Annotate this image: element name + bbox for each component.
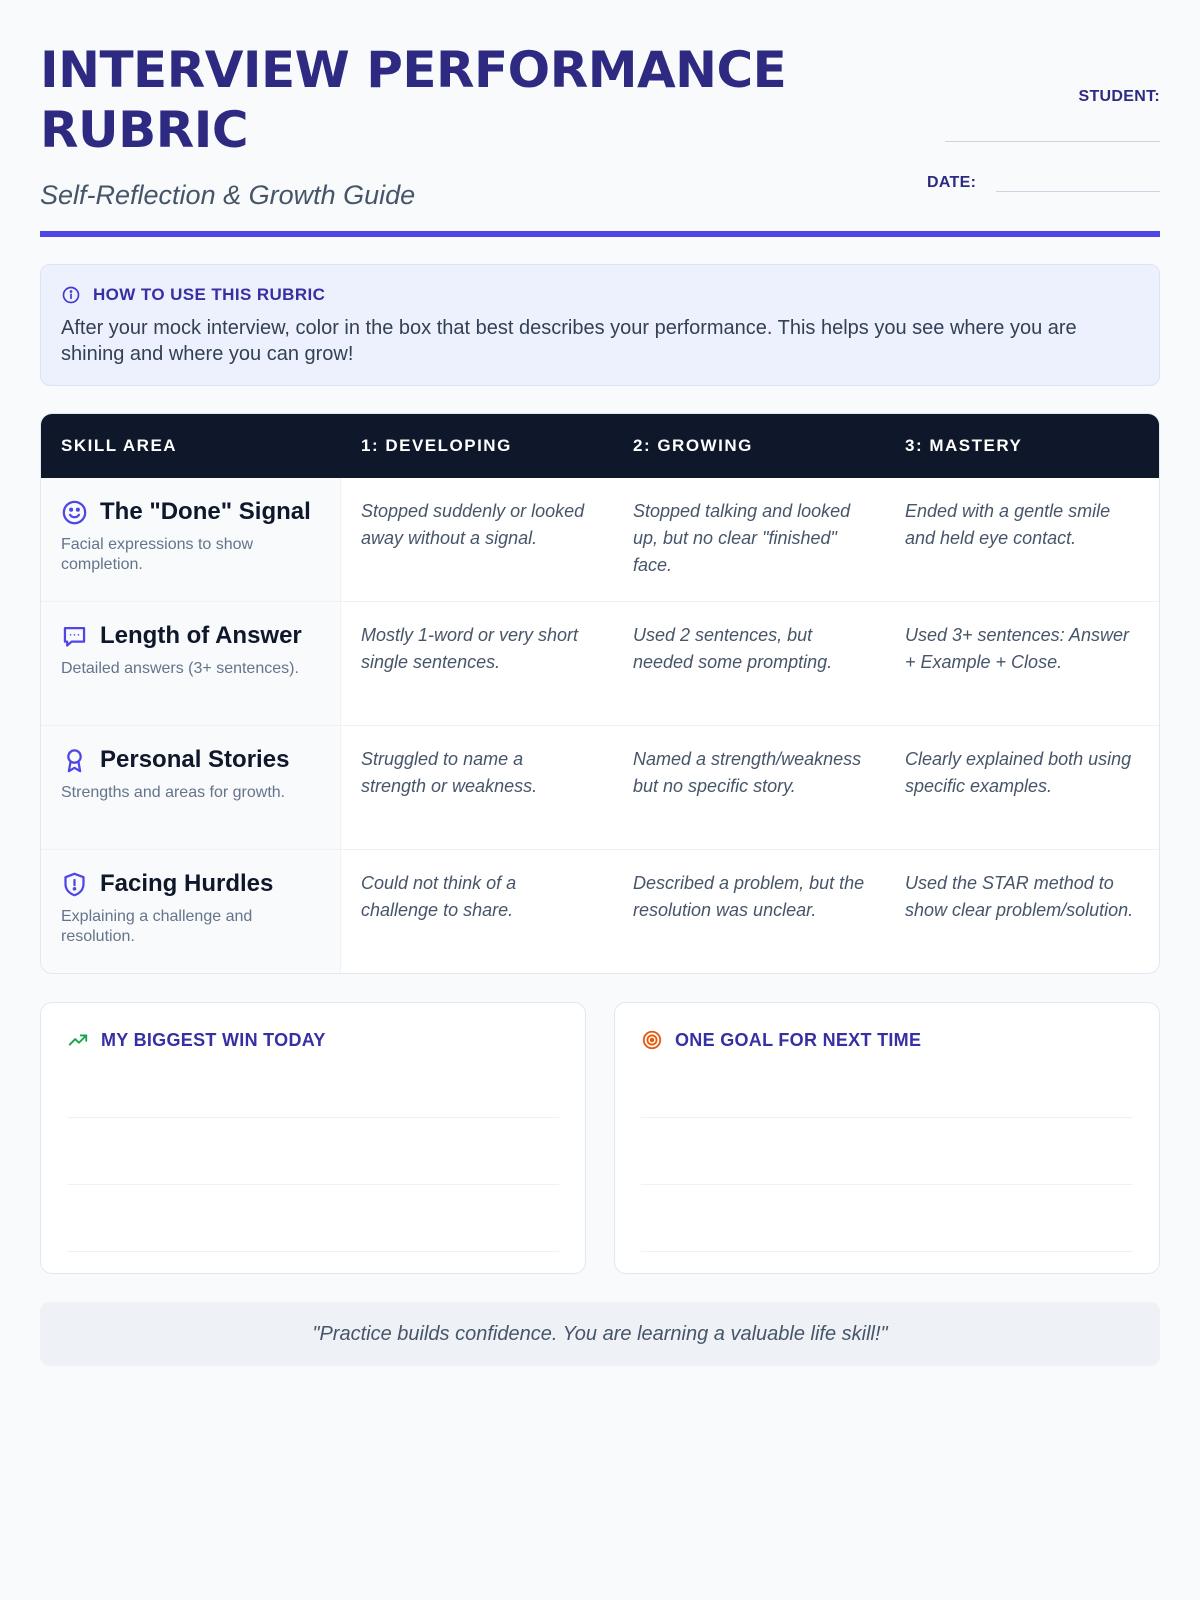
header-divider [40,231,1160,237]
skill-name: Personal Stories [100,746,290,773]
skill-description: Detailed answers (3+ sentences). [61,660,299,677]
rubric-table [40,413,1160,974]
header-developing: 1: DEVELOPING [361,436,512,455]
skill-description: Strengths and areas for growth. [61,784,286,801]
biggest-win-title: MY BIGGEST WIN TODAY [101,1029,326,1050]
rubric-page [40,0,1160,1366]
target-icon [641,1029,663,1051]
page-subtitle: Self-Reflection & Growth Guide [40,180,416,210]
writing-line[interactable] [67,1051,559,1118]
skill-description: Facial expressions to show completion. [61,536,254,573]
trending-up-icon [67,1029,89,1051]
writing-line[interactable] [641,1185,1133,1252]
student-fields [927,40,1160,192]
shield-icon [61,871,88,898]
developing-cell[interactable]: Could not think of a challenge to share. [361,873,517,920]
motivational-quote: "Practice builds confidence. You are learning a valuable life skill!" [40,1302,1160,1366]
growing-cell[interactable]: Used 2 sentences, but needed some prompting. [633,625,833,672]
skill-name: Facing Hurdles [100,870,274,897]
writing-line[interactable] [67,1118,559,1185]
mastery-cell[interactable]: Ended with a gentle smile and held eye contact. [905,501,1111,548]
biggest-win-box [40,1002,586,1274]
header-mastery: 3: MASTERY [905,436,1023,455]
growing-cell[interactable]: Described a problem, but the resolution was unclear. [633,873,865,920]
date-field [927,174,1160,192]
developing-cell[interactable]: Stopped suddenly or looked away without a signal. [361,501,585,548]
skill-cell [41,478,341,601]
message-icon [61,623,88,650]
header [40,40,1160,211]
writing-line[interactable] [641,1118,1133,1185]
growing-cell[interactable]: Named a strength/weakness but no specific story. [633,749,862,796]
page-title: INTERVIEW PERFORMANCE RUBRIC [40,41,787,159]
developing-cell[interactable]: Struggled to name a strength or weakness. [361,749,538,796]
smile-icon [61,499,88,526]
mastery-cell[interactable]: Clearly explained both using specific examples. [905,749,1132,796]
student-label: STUDENT: [1078,88,1160,105]
skill-name: The "Done" Signal [100,498,311,525]
mastery-cell[interactable]: Used the STAR method to show clear problem/solution. [905,873,1134,920]
table-row [41,478,1159,601]
award-icon [61,747,88,774]
student-input-line[interactable] [945,140,1160,142]
skill-cell [41,602,341,725]
developing-cell[interactable]: Mostly 1-word or very short single sentences. [361,625,579,672]
skill-cell [41,850,341,973]
info-icon [61,285,81,305]
skill-cell [41,726,341,849]
table-row [41,849,1159,973]
instructions-box [40,264,1160,386]
growing-cell[interactable]: Stopped talking and looked up, but no clear "finished" face. [633,501,851,575]
skill-description: Explaining a challenge and resolution. [61,908,253,945]
instructions-text: After your mock interview, color in the box that best describes your performance. This helps you see where you are shining and where you can grow! [61,317,1077,365]
table-row [41,725,1159,849]
writing-line[interactable] [641,1051,1133,1118]
table-header [41,414,1159,478]
next-goal-title: ONE GOAL FOR NEXT TIME [675,1029,922,1050]
header-skill-area: SKILL AREA [61,436,178,455]
mastery-cell[interactable]: Used 3+ sentences: Answer + Example + Close. [905,625,1129,672]
next-goal-box [614,1002,1160,1274]
student-field [945,88,1160,106]
skill-name: Length of Answer [100,622,302,649]
header-growing: 2: GROWING [633,436,753,455]
instructions-title: HOW TO USE THIS RUBRIC [93,285,326,304]
date-input-line[interactable] [996,183,1160,192]
date-label: DATE: [927,174,977,191]
writing-line[interactable] [67,1185,559,1252]
reflection-section [40,1002,1160,1274]
table-row [41,601,1159,725]
title-block [40,40,800,211]
